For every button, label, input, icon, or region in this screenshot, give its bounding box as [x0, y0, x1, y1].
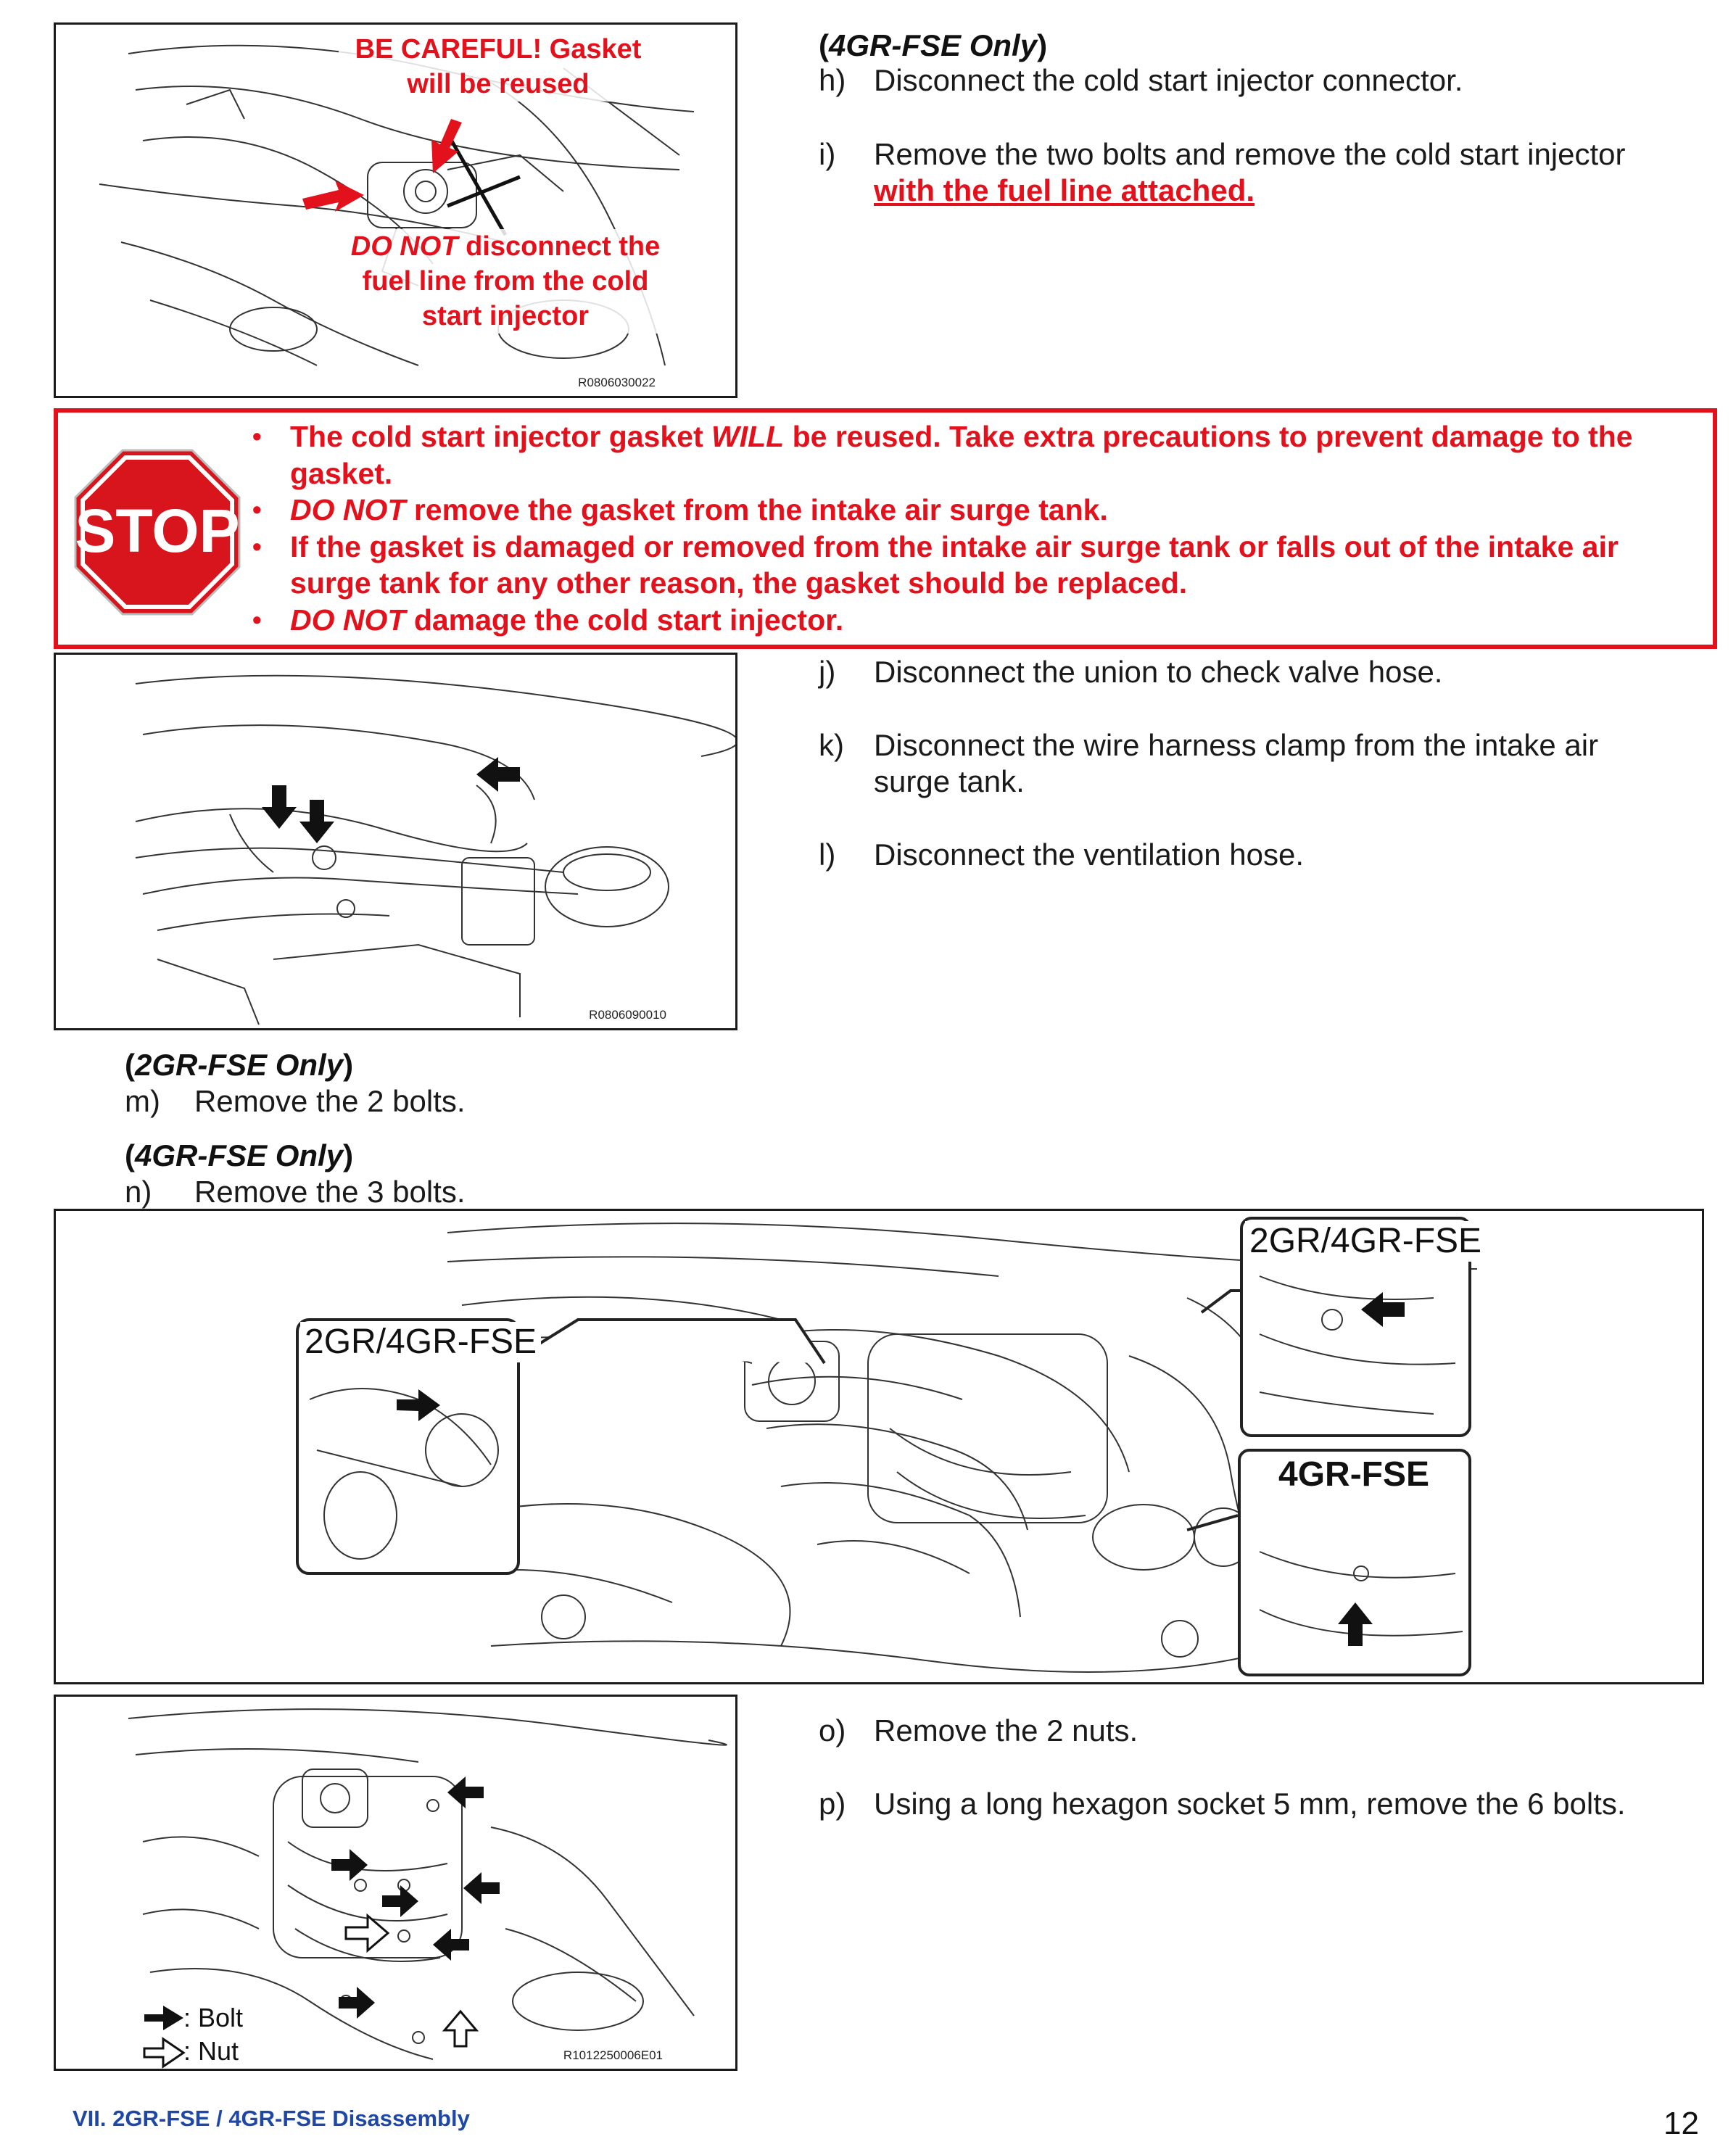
caution-item	[252, 529, 1703, 602]
bolt-arrow-icon	[463, 1872, 500, 1904]
bolt-arrow-icon	[447, 1776, 484, 1808]
figure-code: R1012250006E01	[563, 2048, 663, 2062]
step-text-emphasis: with the fuel line attached.	[874, 173, 1255, 207]
badge-4gr-right: 4GR-FSE	[1274, 1455, 1434, 1495]
bolt-arrow-icon	[339, 1987, 375, 2019]
nut-arrow-icon	[445, 2011, 476, 2046]
step-letter: l)	[819, 837, 836, 872]
badge-2gr-4gr-left: 2GR/4GR-FSE	[300, 1322, 541, 1362]
legend-bolt: : Bolt	[183, 2003, 244, 2032]
caution-item	[252, 418, 1703, 492]
caution-em: DO NOT	[290, 493, 406, 526]
caution-text: remove the gasket from the intake air surge tank.	[405, 493, 1108, 526]
black-arrow-icon	[299, 800, 334, 843]
red-arrow-icon	[302, 181, 364, 212]
step-text: Disconnect the cold start injector connector.	[874, 63, 1463, 97]
black-arrow-icon	[262, 785, 297, 829]
footer-section-title: VII. 2GR-FSE / 4GR-FSE Disassembly	[73, 2106, 470, 2131]
bolt-arrow-icon	[331, 1849, 368, 1881]
stop-sign-icon	[74, 449, 241, 616]
legend-nut: : Nut	[183, 2036, 239, 2066]
caution-text: The cold start injector gasket	[290, 420, 711, 453]
bolt-arrow-icon	[382, 1885, 418, 1917]
model-heading: (2GR-FSE Only)	[125, 1048, 354, 1082]
bolt-arrow-icon	[433, 1929, 469, 1961]
caution-text: If the gasket is damaged or removed from the intake air surge tank or falls out of the intake air surge tank for any other reason, the gasket should be replaced.	[290, 529, 1619, 600]
figure-check-valve-hose	[54, 653, 737, 1030]
model-name: 2GR-FSE Only	[135, 1048, 344, 1082]
figure-intake-manifold-wide	[54, 1209, 1704, 1684]
caution-em: WILL	[711, 420, 785, 453]
callout-gasket-reused: BE CAREFUL! Gasket will be reused	[339, 32, 658, 102]
model-name: 4GR-FSE Only	[829, 28, 1038, 62]
step-letter: p)	[819, 1787, 846, 1821]
step-text	[874, 136, 1686, 209]
step-letter: j)	[819, 655, 836, 689]
step-letter: h)	[819, 63, 846, 97]
stop-label: STOP	[75, 497, 240, 565]
step-text: Remove the 2 nuts.	[874, 1713, 1138, 1747]
model-heading: (4GR-FSE Only)	[125, 1138, 354, 1172]
step-letter: n)	[125, 1175, 152, 1209]
engine-illustration-2	[56, 655, 735, 1028]
callout-rest: disconnect the fuel line from the cold start injector	[362, 231, 661, 331]
step-letter: k)	[819, 728, 844, 762]
page-number: 12	[1663, 2106, 1699, 2141]
step-text: Remove the 2 bolts.	[194, 1084, 466, 1118]
caution-text: be reused. Take extra precautions to prevent damage to the gasket.	[290, 420, 1633, 490]
step-text: Disconnect the union to check valve hose.	[874, 655, 1443, 689]
step-letter: o)	[819, 1713, 846, 1747]
caution-item	[252, 492, 1703, 529]
model-name: 4GR-FSE Only	[135, 1138, 344, 1172]
engine-illustration-3	[56, 1211, 1702, 1682]
step-letter: i)	[819, 137, 836, 171]
callout-do-not-disconnect	[346, 229, 665, 334]
step-letter: m)	[125, 1084, 160, 1118]
caution-box	[54, 408, 1717, 649]
caution-list	[252, 418, 1703, 638]
step-text: Disconnect the wire harness clamp from the intake air surge tank.	[874, 728, 1599, 798]
badge-2gr-4gr-right: 2GR/4GR-FSE	[1245, 1221, 1486, 1262]
callout-em: DO NOT	[350, 231, 458, 262]
nut-arrow-icon	[346, 1916, 388, 1950]
step-text: Using a long hexagon socket 5 mm, remove the 6 bolts.	[874, 1787, 1626, 1821]
nut-legend-icon	[144, 2039, 183, 2067]
model-heading: (4GR-FSE Only)	[819, 28, 1048, 62]
figure-code: R0806090010	[589, 1008, 666, 1022]
figure-cold-start-injector	[54, 22, 737, 398]
caution-item	[252, 602, 1703, 639]
figure-code: R0806030022	[578, 376, 656, 389]
caution-text: damage the cold start injector.	[405, 603, 844, 637]
figure-manifold-bolts	[54, 1695, 737, 2071]
step-text: Disconnect the ventilation hose.	[874, 837, 1305, 872]
black-arrow-icon	[476, 757, 520, 792]
bolt-legend-icon	[144, 2006, 183, 2030]
step-text-main: Remove the two bolts and remove the cold start injector	[874, 137, 1626, 171]
step-text: Remove the 3 bolts.	[194, 1175, 466, 1209]
caution-em: DO NOT	[290, 603, 406, 637]
engine-illustration-4	[56, 1697, 735, 2069]
